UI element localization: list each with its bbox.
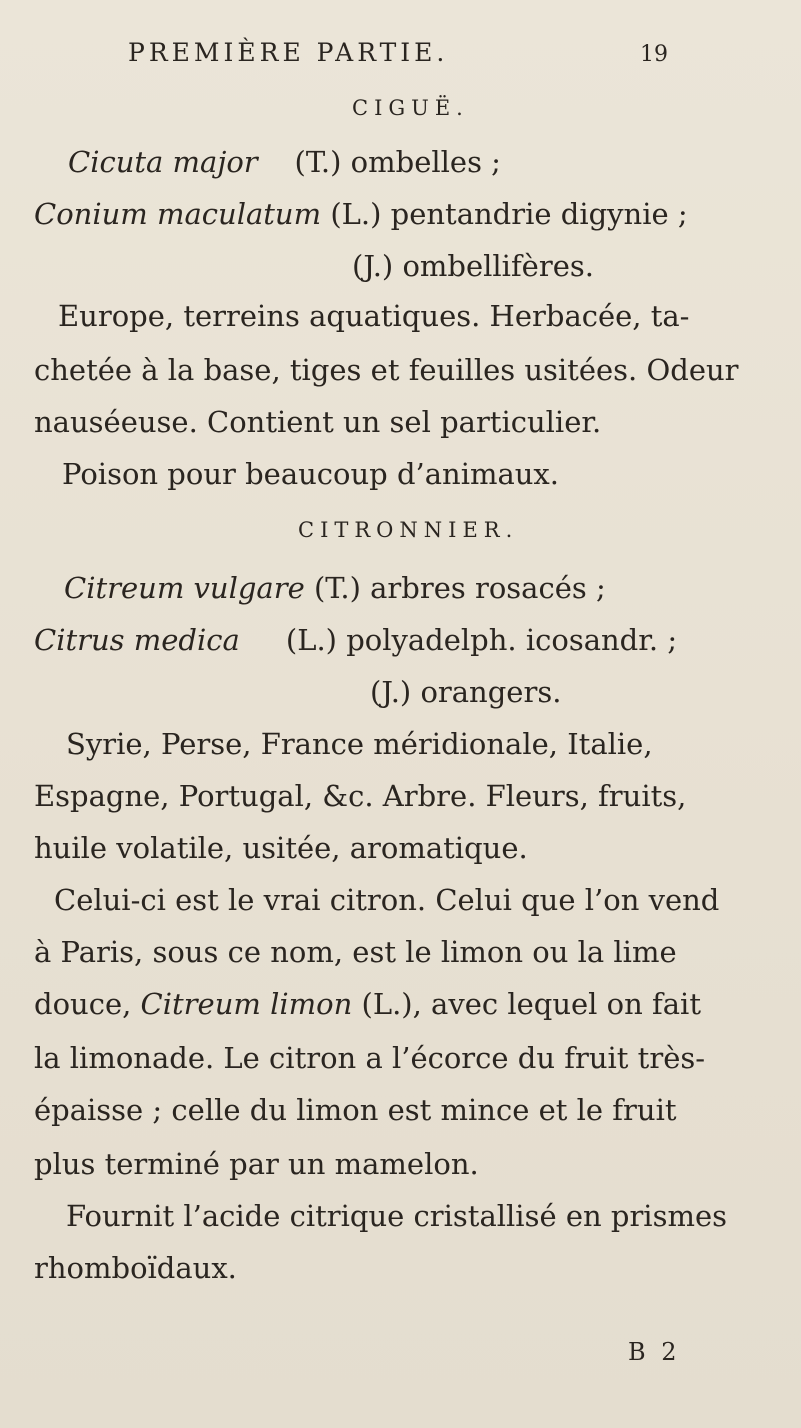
text-segment: (L.) polyadelph. icosandr. ; — [239, 623, 678, 657]
text-segment: la limonade. Le citron a l’écorce du fruit très- — [34, 1041, 706, 1075]
text-line — [66, 727, 653, 761]
text-segment: (T.) arbres rosacés ; — [304, 571, 606, 605]
text-line — [62, 457, 560, 491]
text-line — [54, 883, 720, 917]
text-segment: (L.) pentandrie digynie ; — [321, 197, 688, 231]
text-segment: Europe, terreins aquatiques. Herbacée, ta- — [58, 299, 690, 333]
text-segment: Fournit l’acide citrique cristallisé en prismes — [66, 1199, 728, 1233]
signature-mark: B 2 — [628, 1338, 681, 1366]
text-segment: Espagne, Portugal, &c. Arbre. Fleurs, fruits, — [34, 779, 687, 813]
text-line — [34, 197, 688, 231]
text-segment: nauséeuse. Contient un sel particulier. — [34, 405, 602, 439]
text-line — [68, 145, 501, 179]
text-line — [34, 831, 528, 865]
text-line — [34, 353, 739, 387]
text-line — [34, 623, 678, 657]
text-segment: chetée à la base, tiges et feuilles usitées. Odeur — [34, 353, 739, 387]
text-line — [370, 675, 562, 709]
text-line — [34, 1147, 479, 1181]
text-segment: rhomboïdaux. — [34, 1251, 237, 1285]
text-segment: (J.) orangers. — [370, 675, 562, 709]
text-line — [66, 1199, 728, 1233]
text-line — [352, 249, 594, 283]
page-number: 19 — [640, 42, 668, 67]
section-title: CIGUË. — [352, 96, 469, 120]
text-line — [58, 299, 690, 333]
text-line — [34, 1041, 706, 1075]
latin-name: Citreum vulgare — [64, 571, 305, 605]
text-segment: à Paris, sous ce nom, est le limon ou la lime — [34, 935, 677, 969]
text-segment: (T.) ombelles ; — [257, 145, 501, 179]
latin-name: Conium maculatum — [34, 197, 322, 231]
text-line — [34, 1251, 237, 1285]
text-segment: douce, — [34, 987, 141, 1021]
latin-name: Cicuta major — [68, 145, 258, 179]
text-segment: huile volatile, usitée, aromatique. — [34, 831, 528, 865]
text-line — [34, 1093, 677, 1127]
text-segment: Poison pour beaucoup d’animaux. — [62, 457, 560, 491]
text-line — [34, 987, 701, 1021]
text-line — [34, 935, 677, 969]
latin-name: Citrus medica — [34, 623, 240, 657]
text-segment: plus terminé par un mamelon. — [34, 1147, 479, 1181]
text-segment: Syrie, Perse, France méridionale, Italie, — [66, 727, 653, 761]
running-title: PREMIÈRE PARTIE. — [128, 38, 449, 67]
text-line — [64, 571, 606, 605]
text-line — [34, 405, 602, 439]
text-segment: Celui-ci est le vrai citron. Celui que l’on vend — [54, 883, 720, 917]
text-segment: épaisse ; celle du limon est mince et le fruit — [34, 1093, 677, 1127]
text-segment: (L.), avec lequel on fait — [352, 987, 701, 1021]
text-line — [34, 779, 687, 813]
latin-name: Citreum limon — [140, 987, 353, 1021]
text-segment: (J.) ombellifères. — [352, 249, 594, 283]
section-title: CITRONNIER. — [298, 518, 519, 542]
